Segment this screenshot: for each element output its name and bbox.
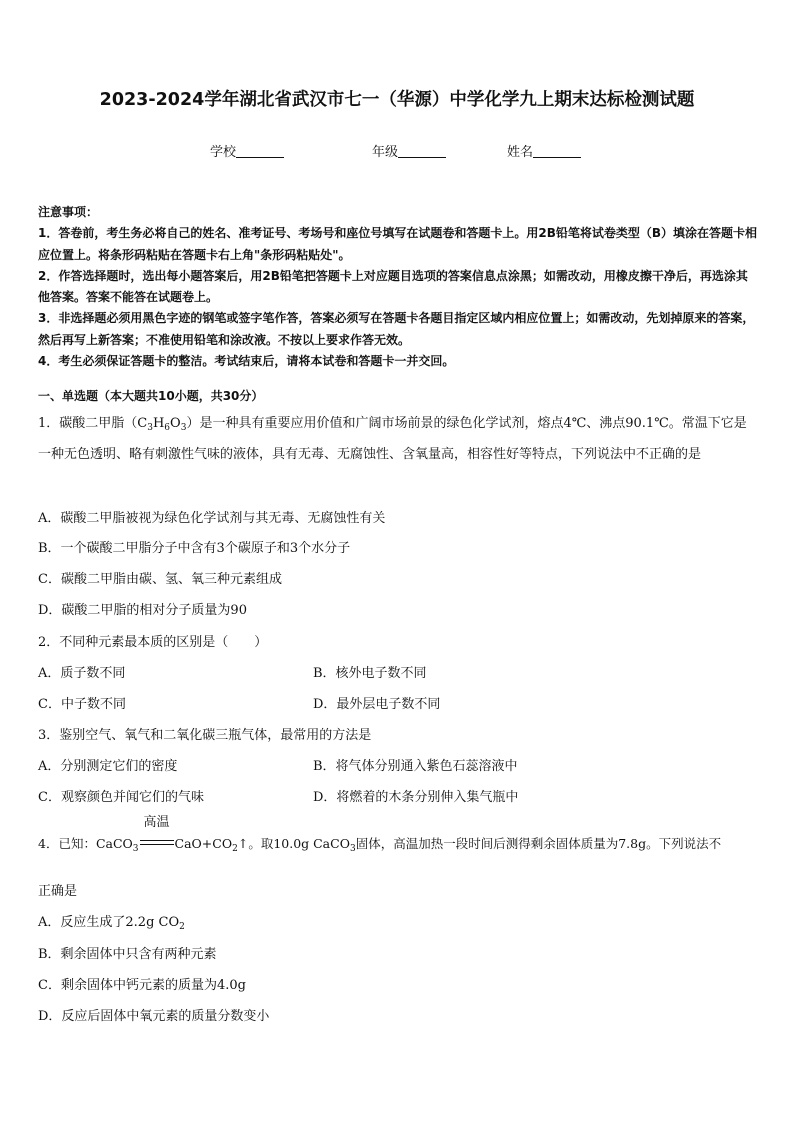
- q3-option-c[interactable]: C．观察颜色并闻它们的气味: [38, 790, 204, 805]
- q1-option-a[interactable]: A．碳酸二甲脂被视为绿色化学试剂与其无毒、无腐蚀性有关: [38, 511, 386, 526]
- gas-arrow-icon: ↑: [237, 836, 249, 851]
- name-blank: [533, 144, 581, 158]
- q1-option-b[interactable]: B．一个碳酸二甲脂分子中含有3个碳原子和3个水分子: [38, 541, 351, 556]
- q4-sub: 3: [349, 844, 356, 854]
- q4-stem-part: 固体，高温加热一段时间后测得剩余固体质量为7.8g。下列说法不: [355, 836, 722, 851]
- notice-item-2: 2．作答选择题时，选出每小题答案后，用2B铅笔把答题卡上对应题目选项的答案信息点涂黑；如需改动，用橡皮擦干净后，再选涂其他答案。答案不能答在试题卷上。: [38, 268, 748, 305]
- notice-item-1: 1．答卷前，考生务必将自己的姓名、准考证号、考场号和座位号填写在试题卷和答题卡上。用2B铅笔将试卷类型（B）填涂在答题卡相应位置上。将条形码粘贴在答题卡右上角"条形码粘贴处"。: [38, 226, 757, 262]
- q4-option-c[interactable]: C．剩余固体中钙元素的质量为4.0g: [38, 978, 246, 993]
- page-title: 2023-2024学年湖北省武汉市七一（华源）中学化学九上期末达标检测试题: [99, 90, 695, 110]
- notice-item-4: 4．考生必须保证答题卡的整洁。考试结束后，请将本试卷和答题卡一并交回。: [38, 354, 455, 369]
- question-3-stem: 3．鉴别空气、氧气和二氧化碳三瓶气体，最常用的方法是: [38, 728, 372, 743]
- student-info-row: [0, 141, 794, 163]
- q4-sub: 3: [132, 844, 139, 854]
- notice-item-3: 3．非选择题必须用黑色字迹的钢笔或签字笔作答，答案必须写在答题卡各题目指定区域内相应位置上；如需改动，先划掉原来的答案，然后再写上新答案；不准使用铅笔和涂改液。不按以上要求作答无效。: [38, 311, 755, 347]
- section-heading: 一、单选题（本大题共10小题，共30分）: [38, 389, 264, 403]
- q4-stem-part: CaO+CO: [174, 836, 233, 851]
- q1-stem-part: 1．碳酸二甲脂（C: [38, 416, 148, 431]
- q1-stem-part: O: [170, 416, 181, 431]
- question-2-stem: 2．不同种元素最本质的区别是（ ）: [38, 635, 268, 650]
- q1-sub: 6: [164, 423, 171, 433]
- name-field[interactable]: [507, 141, 581, 160]
- notice-block: [38, 202, 758, 372]
- q4-option-a-text: A．反应生成了2.2g CO: [38, 915, 180, 930]
- q4-option-b[interactable]: B．剩余固体中只含有两种元素: [38, 947, 217, 962]
- q1-option-c[interactable]: C．碳酸二甲脂由碳、氢、氧三种元素组成: [38, 572, 282, 587]
- q1-option-d[interactable]: D．碳酸二甲脂的相对分子质量为90: [38, 603, 247, 618]
- q1-stem-part: ）是一种具有重要应用价值和广阔市场前景的绿色化学试剂，熔点4℃、沸点90.1℃。常温下它是一种无色透明、略有刺激性气味的液体，具有无毒、无腐蚀性、含氧量高，相容性好等特点，下列说法中不正确的是: [38, 416, 747, 462]
- q2-option-a[interactable]: A．质子数不同: [38, 666, 126, 681]
- q3-option-d[interactable]: D．将燃着的木条分别伸入集气瓶中: [313, 790, 519, 805]
- q1-sub: 3: [180, 423, 187, 433]
- q4-sub: 2: [179, 922, 185, 932]
- q3-option-b[interactable]: B．将气体分别通入紫色石蕊溶液中: [313, 759, 518, 774]
- q4-option-d[interactable]: D．反应后固体中氧元素的质量分数变小: [38, 1009, 270, 1024]
- notice-heading: 注意事项：: [38, 205, 99, 219]
- q2-option-d[interactable]: D．最外层电子数不同: [313, 697, 441, 712]
- q4-stem-part: 。取10.0g CaCO: [248, 836, 350, 851]
- q4-stem-line2: 正确是: [38, 884, 78, 899]
- school-field[interactable]: [210, 141, 284, 160]
- q4-sub: 2: [232, 844, 238, 854]
- q1-sub: 3: [147, 423, 153, 433]
- q2-option-b[interactable]: B．核外电子数不同: [313, 666, 427, 681]
- q4-stem-part: 4．已知：CaCO: [38, 836, 133, 851]
- reaction-condition-sign: [140, 815, 174, 850]
- grade-field[interactable]: [372, 141, 446, 160]
- q1-stem-part: H: [152, 416, 165, 431]
- name-label: 姓名: [507, 145, 534, 160]
- q3-option-a[interactable]: A．分别测定它们的密度: [38, 759, 178, 774]
- reaction-condition-label: 高温: [143, 815, 170, 830]
- school-label: 学校: [210, 145, 237, 160]
- question-1-stem: [38, 408, 758, 470]
- grade-label: 年级: [372, 145, 399, 160]
- q4-option-a[interactable]: [38, 914, 185, 932]
- question-4-stem: [38, 815, 722, 854]
- grade-blank: [398, 144, 446, 158]
- q2-option-c[interactable]: C．中子数不同: [38, 697, 126, 712]
- equal-bar: [140, 840, 174, 841]
- school-blank: [236, 144, 284, 158]
- equal-bar: [140, 844, 174, 845]
